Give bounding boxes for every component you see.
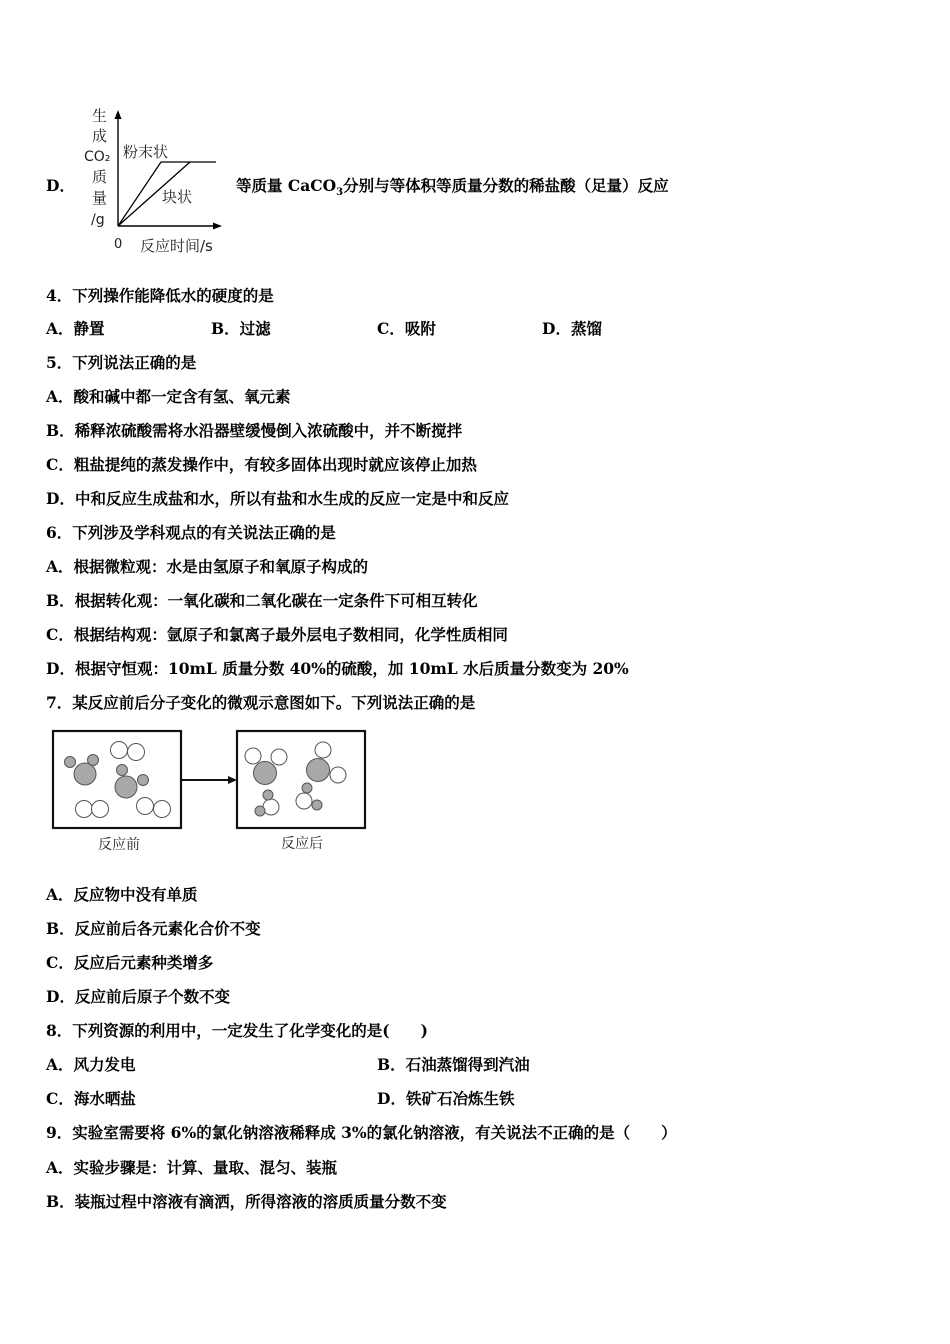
before-atom xyxy=(117,765,128,776)
after-atom xyxy=(307,759,330,782)
graph-origin: 0 xyxy=(114,237,123,252)
diagram-label-before: 反应前 xyxy=(98,837,140,853)
before-atom xyxy=(65,757,76,768)
before-atom xyxy=(128,744,145,761)
graph-ylabel-5: 量 xyxy=(92,189,108,207)
q6-option-b: B．根据转化观：一氧化碳和二氧化碳在一定条件下可相互转化 xyxy=(46,591,478,610)
graph-label-powder: 粉末状 xyxy=(123,143,169,161)
q7-molecule-diagram xyxy=(50,728,370,858)
q9-stem: 9．实验室需要将 6%的氯化钠溶液稀释成 3%的氯化钠溶液，有关说法不正确的是（ ） xyxy=(46,1123,677,1142)
before-atom xyxy=(111,742,128,759)
q7-option-c: C．反应后元素种类增多 xyxy=(46,953,214,972)
q3-text-before: 等质量 CaCO xyxy=(236,176,337,195)
after-atom xyxy=(255,806,265,816)
graph-xlabel: 反应时间/s xyxy=(140,237,213,255)
q7-option-d: D．反应前后原子个数不变 xyxy=(46,987,230,1006)
before-atom xyxy=(74,763,96,785)
before-atom xyxy=(138,775,149,786)
q4-option-b: B．过滤 xyxy=(211,319,271,338)
q7-option-a: A．反应物中没有单质 xyxy=(46,885,198,904)
after-atom xyxy=(315,742,331,758)
before-atom xyxy=(92,801,109,818)
q4-stem: 4．下列操作能降低水的硬度的是 xyxy=(46,286,274,305)
q8-option-a: A．风力发电 xyxy=(46,1055,136,1074)
graph-label-lump: 块状 xyxy=(162,188,193,206)
before-atom xyxy=(88,755,99,766)
after-atom xyxy=(254,762,277,785)
q9-option-b: B．装瓶过程中溶液有滴洒，所得溶液的溶质质量分数不变 xyxy=(46,1192,447,1211)
after-atom xyxy=(245,748,261,764)
q7-option-b: B．反应前后各元素化合价不变 xyxy=(46,919,261,938)
after-atom xyxy=(330,767,346,783)
graph-ylabel-6: /g xyxy=(91,212,105,228)
q5-option-b: B．稀释浓硫酸需将水沿器壁缓慢倒入浓硫酸中，并不断搅拌 xyxy=(46,421,463,440)
after-atom xyxy=(302,783,312,793)
q7-stem: 7．某反应前后分子变化的微观示意图如下。下列说法正确的是 xyxy=(46,693,476,712)
q8-option-c: C．海水晒盐 xyxy=(46,1089,136,1108)
before-atom xyxy=(154,801,171,818)
q5-stem: 5．下列说法正确的是 xyxy=(46,353,197,372)
q4-option-a: A．静置 xyxy=(46,319,105,338)
after-atom xyxy=(296,793,312,809)
q5-option-d: D．中和反应生成盐和水，所以有盐和水生成的反应一定是中和反应 xyxy=(46,489,509,508)
q8-option-b: B．石油蒸馏得到汽油 xyxy=(377,1055,530,1074)
diagram-label-after: 反应后 xyxy=(281,836,323,852)
q3-subscript: 3 xyxy=(336,187,344,199)
after-atom xyxy=(263,799,279,815)
before-atom xyxy=(115,776,137,798)
graph-ylabel-3: CO₂ xyxy=(84,149,111,165)
graph-ylabel-4: 质 xyxy=(92,168,108,186)
q6-stem: 6．下列涉及学科观点的有关说法正确的是 xyxy=(46,523,336,542)
q6-option-a: A．根据微粒观：水是由氢原子和氧原子构成的 xyxy=(46,557,369,576)
q8-option-d: D．铁矿石冶炼生铁 xyxy=(377,1089,515,1108)
q8-stem: 8．下列资源的利用中，一定发生了化学变化的是( ) xyxy=(46,1021,428,1040)
after-atom xyxy=(271,749,287,765)
graph-ylabel-2: 成 xyxy=(92,127,108,145)
after-atom xyxy=(312,800,322,810)
q6-option-c: C．根据结构观：氩原子和氯离子最外层电子数相同，化学性质相同 xyxy=(46,625,508,644)
q3-option-d-text xyxy=(236,176,669,203)
graph-x-arrow xyxy=(213,223,222,230)
q9-option-a: A．实验步骤是：计算、量取、混匀、装瓶 xyxy=(46,1158,338,1177)
q5-option-a: A．酸和碱中都一定含有氢、氧元素 xyxy=(46,387,291,406)
before-atom xyxy=(76,801,93,818)
before-atom xyxy=(137,798,154,815)
q4-option-c: C．吸附 xyxy=(377,319,436,338)
q6-option-d: D．根据守恒观：10mL 质量分数 40%的硫酸，加 10mL 水后质量分数变为 20% xyxy=(46,659,629,678)
graph-ylabel-1: 生 xyxy=(92,107,108,125)
q3-text-after: 分别与等体积等质量分数的稀盐酸（足量）反应 xyxy=(343,176,669,195)
q5-option-c: C．粗盐提纯的蒸发操作中，有较多固体出现时就应该停止加热 xyxy=(46,455,477,474)
after-atom xyxy=(263,790,273,800)
q3-option-d-label: D． xyxy=(46,176,75,195)
q3-reaction-graph xyxy=(78,104,228,259)
q4-option-d: D．蒸馏 xyxy=(542,319,602,338)
graph-y-arrow xyxy=(115,110,122,119)
